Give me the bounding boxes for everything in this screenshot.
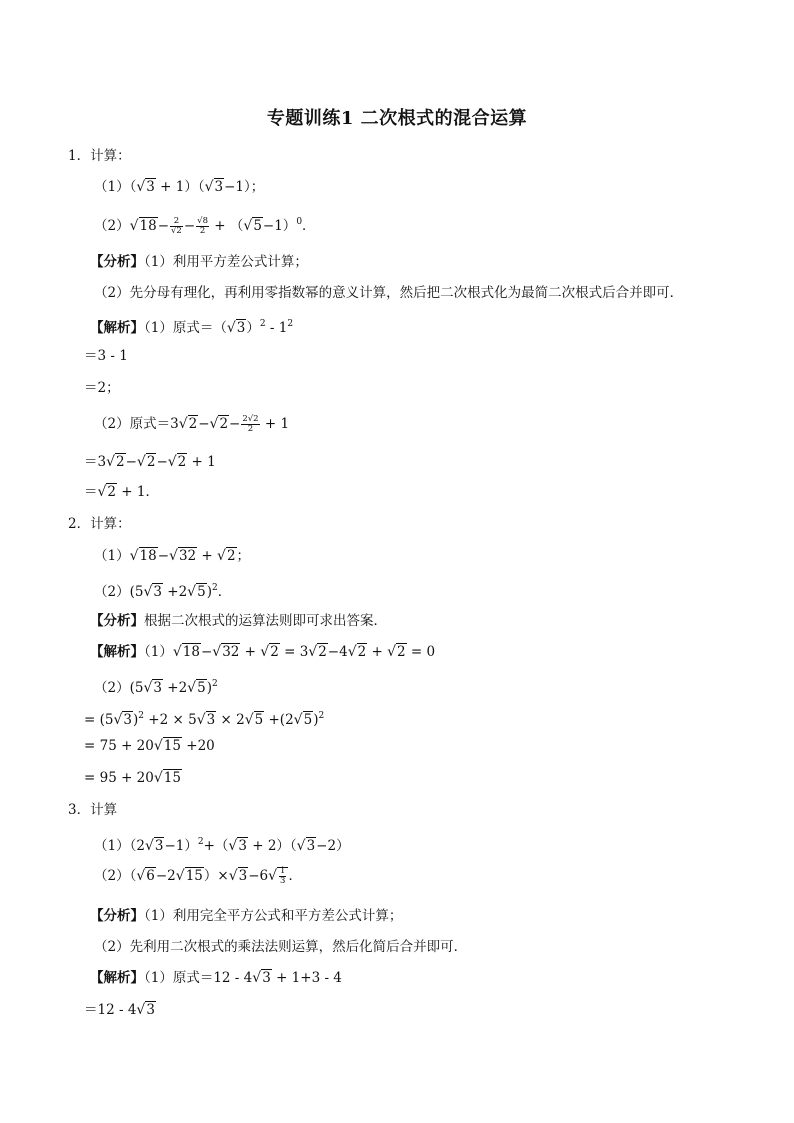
analysis-tag: 【分析】 <box>90 908 144 924</box>
sqrt: √5 <box>293 712 313 728</box>
q1-solution-1: 【解析】（1）原式$=(√3)^2 - 1^2$ <box>90 319 294 336</box>
sqrt: √3 <box>226 320 246 336</box>
q1-solution-5: ＝3√2−√2−√2 + 1 <box>84 454 216 470</box>
sqrt: √2 <box>209 416 229 432</box>
question-1-label: 1．计算： <box>68 148 131 164</box>
q1-analysis-2: （2）先分母有理化，再利用零指数幂的意义计算，然后把二次根式化为最简二次根式后合并即可． <box>94 285 684 301</box>
q3-analysis-2: （2）先利用二次根式的乘法法则运算，然后化简后合并即可． <box>94 939 468 955</box>
fraction: $\frac{2}{√2}$ <box>171 216 182 236</box>
sqrt: √2 <box>136 454 156 470</box>
solution-tag: 【解析】 <box>90 970 144 986</box>
sqrt: √5 <box>243 218 262 234</box>
sqrt: √5 <box>187 584 206 600</box>
q2-solution-4: = 75 + 20√15 +20 <box>84 738 215 754</box>
sqrt: √3 <box>144 838 164 854</box>
sqrt: √6 <box>136 868 155 884</box>
q1-part-1: （1）（√3 + 1）（√3−1）； <box>94 179 265 195</box>
q1-solution-3: ＝2； <box>84 380 120 396</box>
sqrt: √15 <box>153 738 181 754</box>
sqrt: √2 <box>106 454 125 470</box>
sqrt: √3 <box>113 712 132 728</box>
sqrt: √15 <box>175 868 203 884</box>
sqrt: √2 <box>97 484 117 500</box>
q1-solution-2: ＝3 - 1 <box>84 348 128 364</box>
solution-tag: 【解析】 <box>90 644 144 660</box>
sqrt: √5 <box>187 680 206 696</box>
question-2-label: 2．计算： <box>68 516 131 532</box>
q3-part-1: $(1)(2√3-1)^2+(√3 + 2)(√3-2)$ <box>94 837 350 854</box>
sqrt: √2 <box>387 644 406 660</box>
q1-solution-6: ＝√2 + 1． <box>84 484 159 500</box>
sqrt: √2 <box>347 644 367 660</box>
fraction: $\frac{√8}{2}$ <box>197 216 208 236</box>
sqrt: √3 <box>204 179 224 195</box>
sqrt: √18 <box>129 548 157 564</box>
q3-solution-2: ＝12 - 4√3 <box>84 1002 155 1018</box>
sqrt: √3 <box>143 584 162 600</box>
sqrt: √32 <box>169 548 197 564</box>
q2-solution-5: = 95 + 20√15 <box>84 770 181 786</box>
q2-solution-1: 【解析】（1）√18−√32 + √2 = 3√2−4√2 + √2 = 0 <box>90 644 436 660</box>
sqrt: √3 <box>143 680 162 696</box>
analysis-tag: 【分析】 <box>90 613 144 629</box>
sqrt: √18 <box>129 218 157 234</box>
analysis-tag: 【分析】 <box>90 254 144 270</box>
sqrt: √3 <box>136 1002 155 1018</box>
sqrt: √2 <box>308 644 327 660</box>
sqrt: √5 <box>244 712 264 728</box>
sqrt: √3 <box>296 838 316 854</box>
sqrt: √ $\frac{1}{3}$ <box>268 866 288 886</box>
sqrt: √32 <box>212 644 240 660</box>
q3-part-2: （2）（√6−2√15）×√3−6√ $\frac{1}{3}$ ． <box>94 866 302 886</box>
q2-solution-2: $(2)(5√3 +2√5)^2$ <box>94 679 218 696</box>
fraction: $\frac{2√2}{2}$ <box>242 414 259 434</box>
q2-part-2: $(2)(5√3 +2√5)^2$． <box>94 583 232 600</box>
sqrt: √3 <box>196 712 216 728</box>
fraction: $\frac{1}{3}$ <box>280 866 286 886</box>
sqrt: √3 <box>136 179 155 195</box>
sqrt: √3 <box>228 838 247 854</box>
sqrt: √15 <box>153 770 181 786</box>
page-title: 专题训练1 二次根式的混合运算 <box>266 108 528 129</box>
sqrt: √2 <box>178 416 198 432</box>
q3-solution-1: 【解析】（1）原式＝12 - 4√3 + 1+3 - 4 <box>90 970 342 986</box>
q2-analysis-1: 【分析】根据二次根式的运算法则即可求出答案． <box>90 613 387 629</box>
sqrt: √3 <box>252 970 271 986</box>
sqrt: √18 <box>172 644 200 660</box>
q1-solution-4: （2）原式＝3√2−√2− $\frac{2√2}{2}$ + 1 <box>94 414 290 434</box>
q3-analysis-1: 【分析】（1）利用完全平方公式和平方差公式计算； <box>90 908 403 924</box>
q2-part-1: （1）√18−√32 + √2； <box>94 548 251 564</box>
sqrt: √2 <box>260 644 279 660</box>
question-3-label: 3．计算 <box>68 802 118 818</box>
q1-part-2: （2）√18− $\frac{2}{√2}$ − $\frac{√8}{2}$ + $(√5-1)^0$． <box>94 216 316 236</box>
sqrt: √2 <box>167 454 187 470</box>
q1-analysis-1: 【分析】（1）利用平方差公式计算； <box>90 254 308 270</box>
sqrt: √3 <box>228 868 248 884</box>
q2-solution-3: = $(5√3)^2 +2 \times 5√3 \times 2√5 +(2√5)^2$ <box>84 711 325 728</box>
sqrt: √2 <box>217 548 236 564</box>
solution-tag: 【解析】 <box>90 320 144 336</box>
